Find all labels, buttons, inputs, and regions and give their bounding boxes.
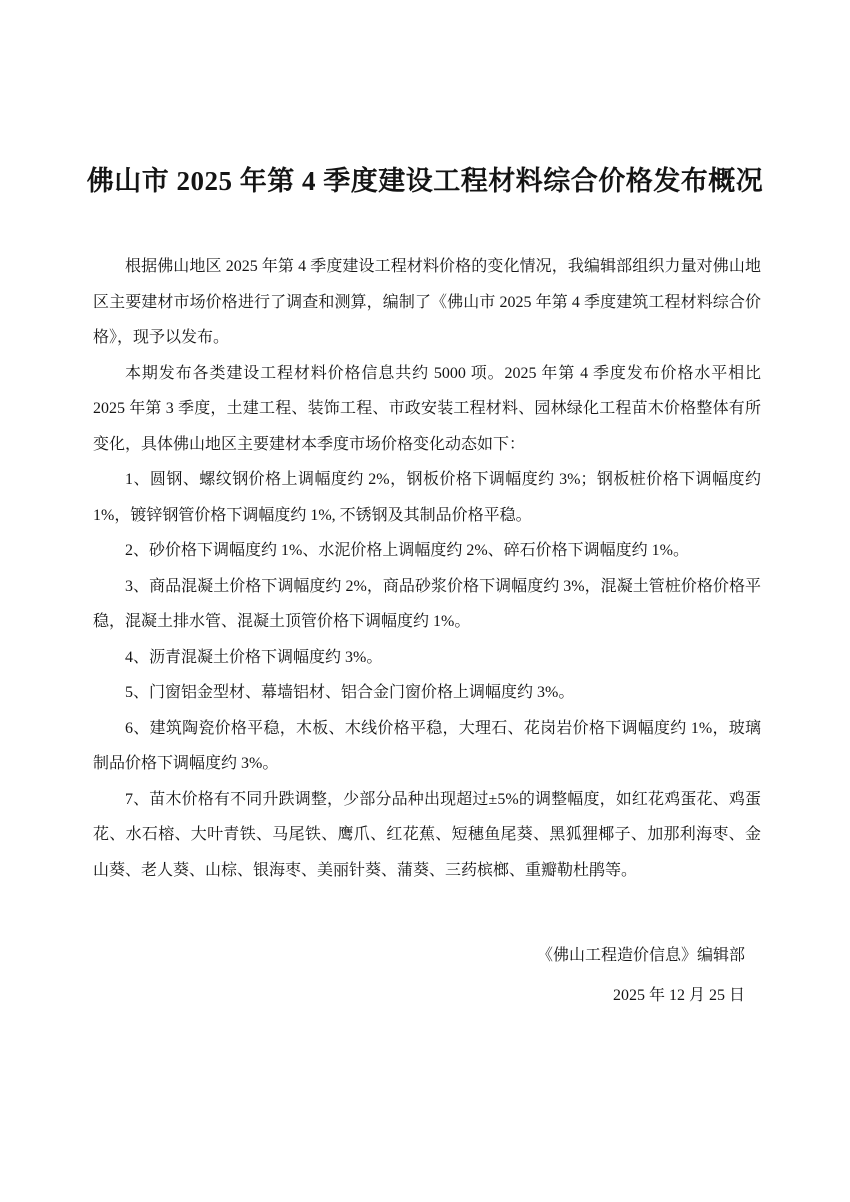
list-item-seedlings: 7、苗木价格有不同升跌调整，少部分品种出现超过±5%的调整幅度，如红花鸡蛋花、鸡蛋花、水石榕、大叶青铁、马尾铁、鹰爪、红花蕉、短穗鱼尾葵、黑狐狸椰子、加那利海枣、金山葵、老人葵、山棕、银海枣、美丽针葵、蒲葵、三药槟榔、重瓣勒杜鹃等。 (93, 790, 761, 879)
document-body (93, 249, 761, 888)
document-title: 佛山市 2025 年第 4 季度建设工程材料综合价格发布概况 (86, 166, 764, 196)
document-closing (93, 936, 761, 1016)
paragraph-overview: 本期发布各类建设工程材料价格信息共约 5000 项。2025 年第 4 季度发布价格水平相比 2025 年第 3 季度，土建工程、装饰工程、市政安装工程材料、园林绿化工程苗木价格整体有所变化，具体佛山地区主要建材本季度市场价格变化动态如下： (93, 364, 761, 453)
list-item-concrete: 3、商品混凝土价格下调幅度约 2%，商品砂浆价格下调幅度约 3%，混凝土管桩价格价格平稳，混凝土排水管、混凝土顶管价格下调幅度约 1%。 (93, 577, 761, 630)
list-item-steel: 1、圆钢、螺纹钢价格上调幅度约 2%，钢板价格下调幅度约 3%；钢板桩价格下调幅度约 1%，镀锌钢管价格下调幅度约 1%, 不锈钢及其制品价格平稳。 (93, 471, 761, 524)
list-item-asphalt: 4、沥青混凝土价格下调幅度约 3%。 (125, 648, 383, 666)
paragraph-intro: 根据佛山地区 2025 年第 4 季度建设工程材料价格的变化情况，我编辑部组织力量对佛山地区主要建材市场价格进行了调查和测算，编制了《佛山市 2025 年第 4 季度建筑工程材料综合价格》，现予以发布。 (93, 258, 761, 346)
list-item-ceramics-stone: 6、建筑陶瓷价格平稳，木板、木线价格平稳，大理石、花岗岩价格下调幅度约 1%，玻璃制品价格下调幅度约 3%。 (93, 719, 761, 772)
date-line: 2025 年 12 月 25 日 (612, 987, 745, 1004)
list-item-aluminum: 5、门窗铝金型材、幕墙铝材、铝合金门窗价格上调幅度约 3%。 (125, 684, 575, 701)
list-item-sand-cement: 2、砂价格下调幅度约 1%、水泥价格上调幅度约 2%、碎石价格下调幅度约 1%。 (125, 542, 689, 559)
signature-line: 《佛山工程造价信息》编辑部 (536, 947, 745, 964)
